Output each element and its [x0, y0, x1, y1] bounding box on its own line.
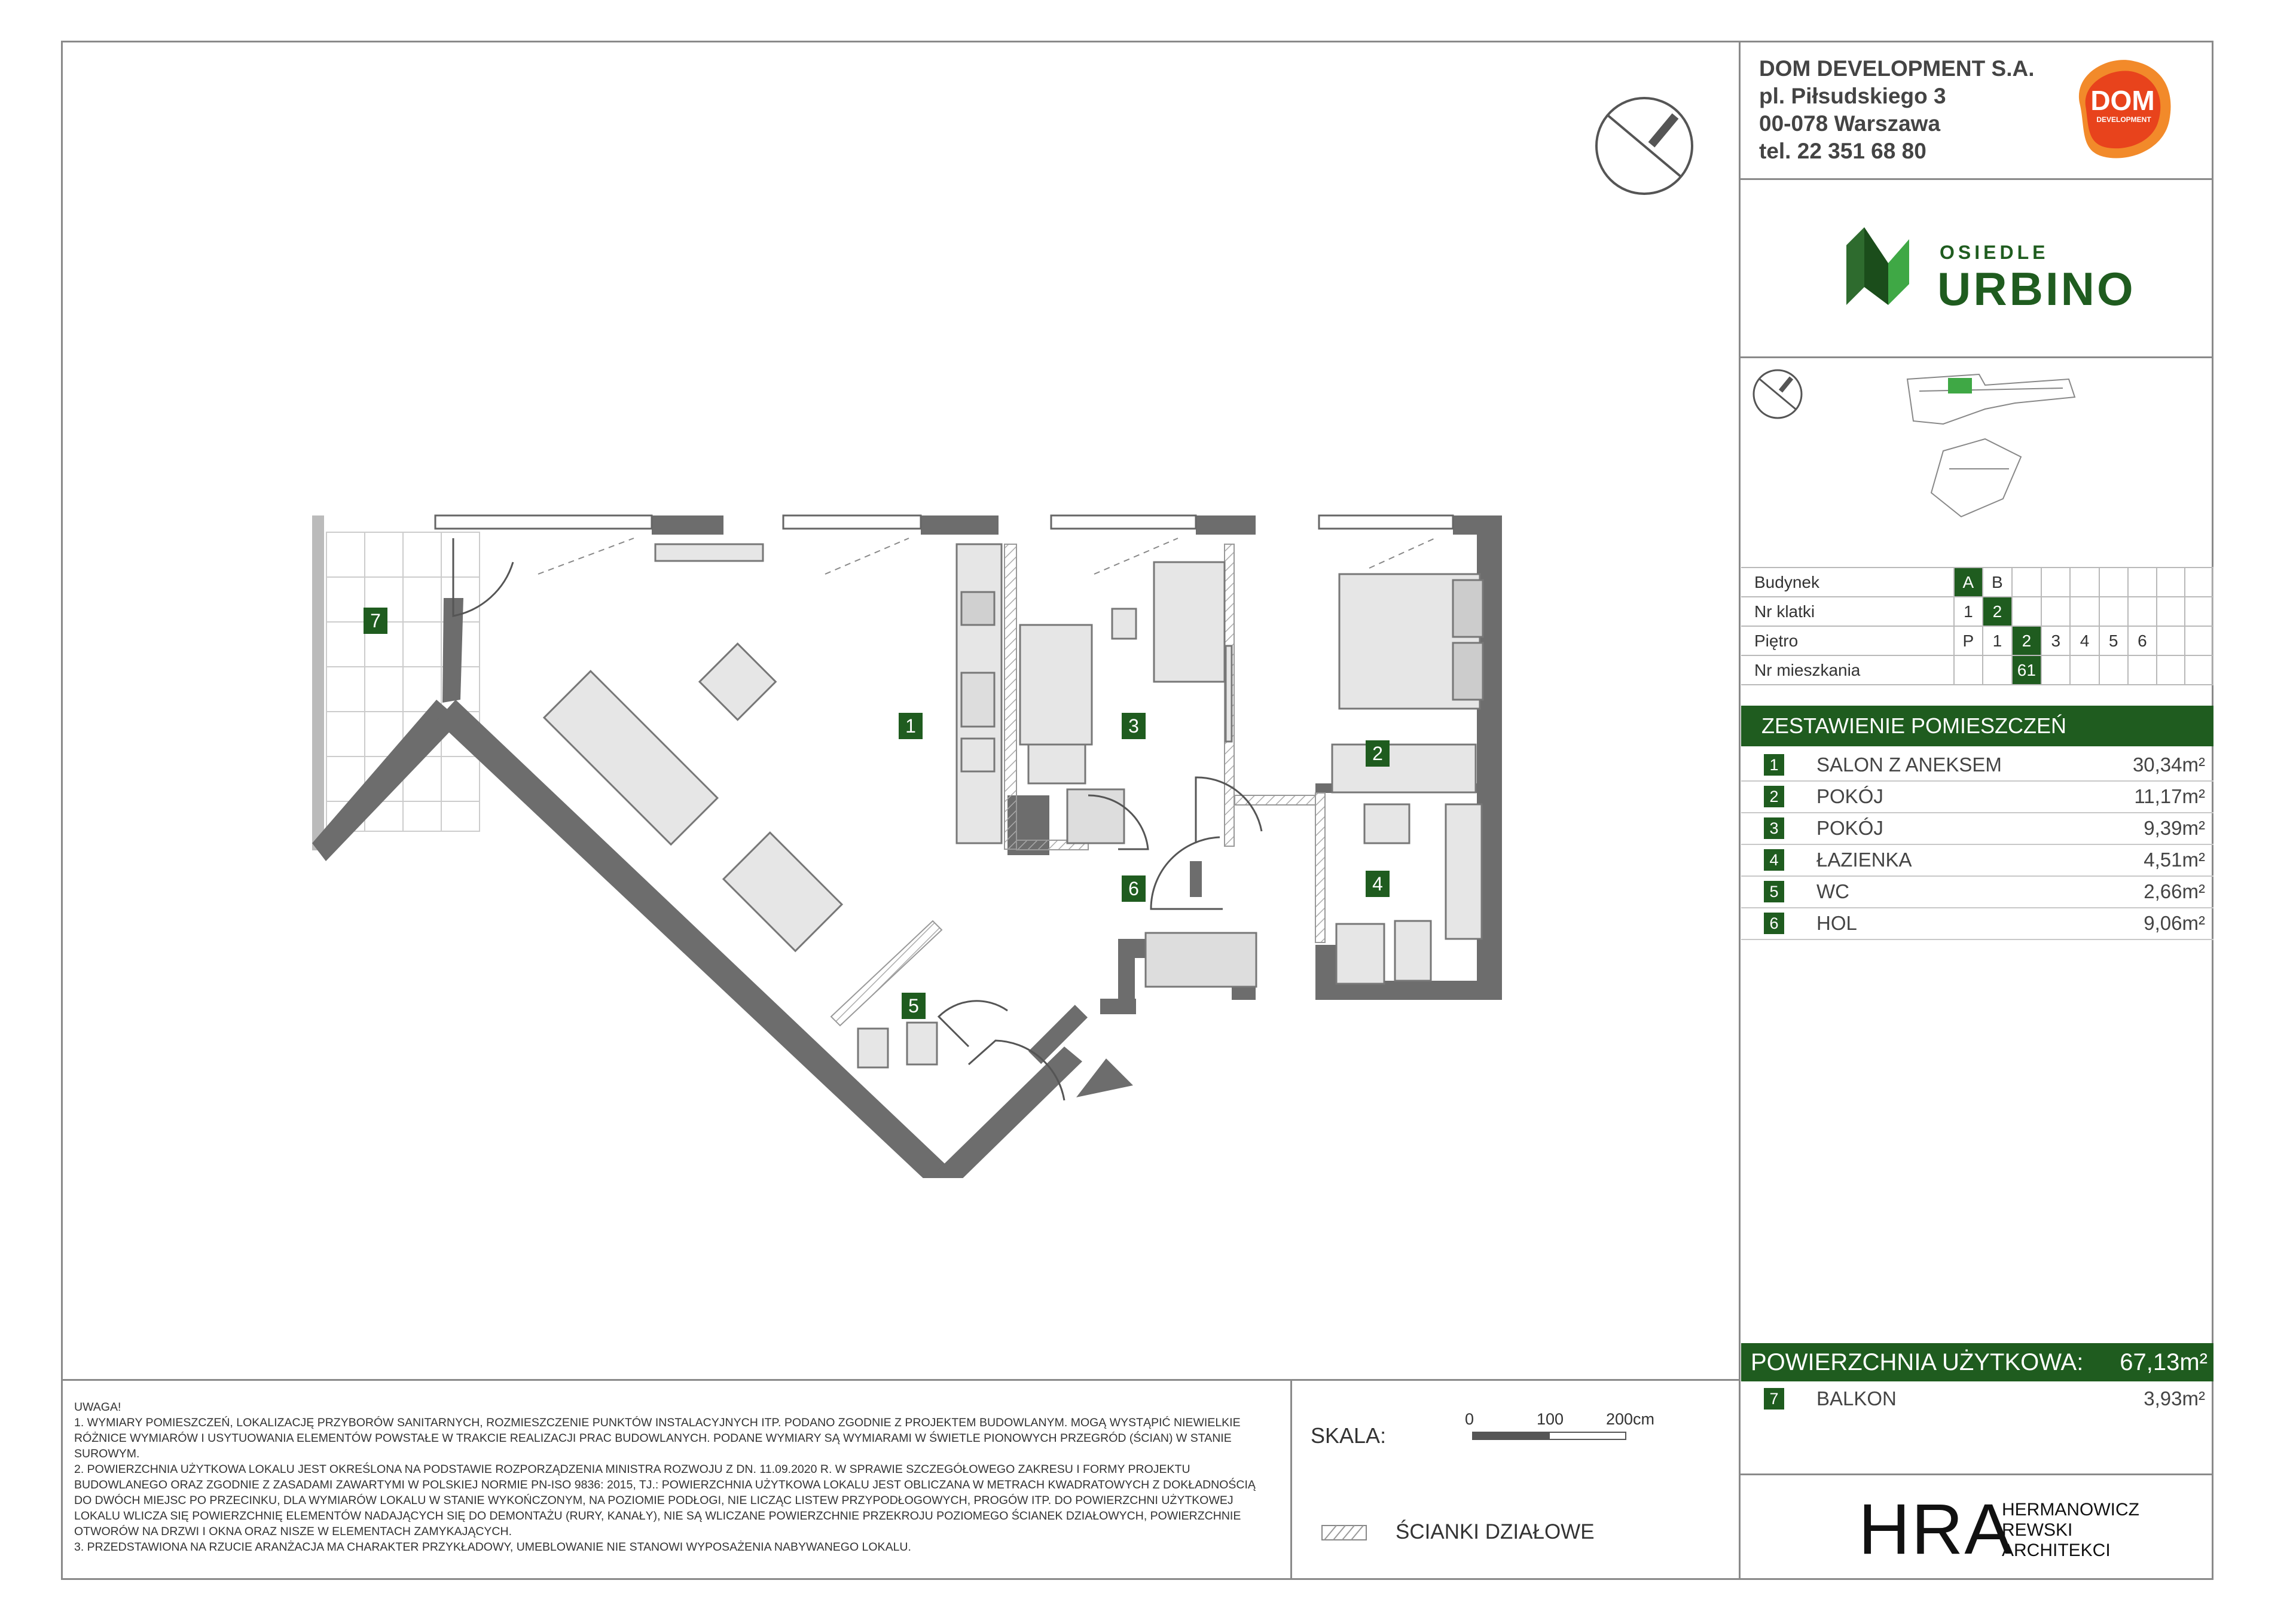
room-name: POKÓJ [1816, 817, 1883, 839]
info-cell [1954, 655, 1983, 685]
total-area-label: POWIERZCHNIA UŻYTKOWA: [1751, 1349, 2084, 1375]
architect-logo: HRA [1858, 1489, 2014, 1569]
balcony-num: 7 [1764, 1388, 1784, 1410]
architect-line1: HERMANOWICZ [2002, 1500, 2139, 1520]
plan-label-1: 1 [899, 713, 923, 739]
info-cell [2157, 568, 2185, 597]
info-row-label: Nr klatki [1741, 597, 1954, 626]
company-phone: tel. 22 351 68 80 [1759, 139, 1926, 163]
divider-header [1739, 178, 2213, 180]
room-num: 4 [1764, 849, 1784, 871]
plan-label-2: 2 [1366, 740, 1390, 767]
info-row [1741, 597, 2213, 626]
plan-label-4: 4 [1366, 871, 1390, 897]
info-cell: 3 [2041, 626, 2070, 655]
info-cell: A [1954, 568, 1983, 597]
legend-hatch-icon [1321, 1525, 1367, 1540]
info-row [1741, 626, 2213, 655]
scale-tick-0: 0 [1465, 1410, 1474, 1428]
room-area: 4,51m² [2144, 849, 2205, 871]
room-area: 9,39m² [2144, 817, 2205, 839]
room-row [1741, 875, 2213, 908]
project-name: URBINO [1937, 263, 2136, 315]
room-name: HOL [1816, 912, 1857, 934]
notes-1: 1. WYMIARY POMIESZCZEŃ, LOKALIZACJĘ PRZYBORÓW SANITARNYCH, ROZMIESZCZENIE PUNKTÓW INSTALACYJNYCH ITP. PODANO ZGODNIE Z PROJEKTEM BUDOWLANYM. MOGĄ WYSTĄPIĆ NIEWIELKIE RÓŻNICE WYMIARÓW I USYTUOWANIA ELEMENTÓW POWSTAŁE W TRAKCIE REALIZACJI PRAC BUDOWLANYCH. PODANE WYMIARY SĄ WYMIARAMI W ŚWIETLE PIONOWYCH PRZEGRÓD (ŚCIAN) W STANIE SUROWYM. [74, 1416, 1241, 1460]
info-cell [2128, 568, 2157, 597]
info-cell: 5 [2099, 626, 2128, 655]
plan-label-6: 6 [1122, 875, 1146, 902]
legend-label: ŚCIANKI DZIAŁOWE [1396, 1520, 1595, 1543]
urbino-logo-mark [1846, 221, 1924, 311]
room-row [1741, 907, 2213, 940]
info-cell [2185, 626, 2213, 655]
balcony-row [1741, 1383, 2213, 1414]
info-cell [2012, 597, 2042, 626]
info-cell: 2 [2012, 626, 2042, 655]
info-cell [2128, 655, 2157, 685]
info-cell [2041, 655, 2070, 685]
room-area: 2,66m² [2144, 880, 2205, 902]
info-cell [2099, 568, 2128, 597]
architect-line2: REWSKI [2002, 1520, 2073, 1540]
room-row [1741, 780, 2213, 813]
rooms-header: ZESTAWIENIE POMIESZCZEŃ [1741, 706, 2213, 746]
info-cell: 61 [2012, 655, 2042, 685]
scale-tick-200: 200cm [1606, 1410, 1655, 1428]
company-city: 00-078 Warszawa [1759, 111, 1941, 136]
room-area: 9,06m² [2144, 912, 2205, 934]
balcony-area: 3,93m² [2144, 1387, 2205, 1410]
info-cell: 1 [1983, 626, 2011, 655]
info-cell [2099, 655, 2128, 685]
logo-text: DOM [2090, 85, 2155, 116]
scale-bar [1472, 1432, 1626, 1440]
notes [74, 1399, 1270, 1555]
room-num: 6 [1764, 913, 1784, 934]
compass-large-icon [1590, 92, 1698, 200]
room-num: 3 [1764, 817, 1784, 839]
balcony-name: BALKON [1816, 1387, 1897, 1410]
total-area-value: 67,13m² [2120, 1349, 2208, 1375]
info-row-label: Piętro [1741, 626, 1954, 655]
notes-3: 3. PRZEDSTAWIONA NA RZUCIE ARANŻACJA MA CHARAKTER PRZYKŁADOWY, UMEBLOWANIE NIE STANOWI WYPOSAŻENIA NABYWANEGO LOKALU. [74, 1540, 911, 1554]
apartment-info-table [1741, 567, 2213, 685]
company-address [1759, 55, 2034, 165]
info-cell [2157, 655, 2185, 685]
info-cell [2099, 597, 2128, 626]
notes-2: 2. POWIERZCHNIA UŻYTKOWA LOKALU JEST OKREŚLONA NA PODSTAWIE ROZPORZĄDZENIA MINISTRA ROZWOJU Z DN. 11.09.2020 R. W SPRAWIE SZCZEGÓŁOWEGO ZAKRESU I FORMY PROJEKTU BUDOWLANEGO ORAZ ZGODNIE Z ZASADAMI ZAWARTYMI W POLSKIEJ NORMIE PN-ISO 9836: 2015, TJ.: POWIERZCHNIA UŻYTKOWA LOKALU JEST OBLICZANA W METRACH KWADRATOWYCH Z DOKŁADNOŚCIĄ DO DWÓCH MIEJSC PO PRZECINKU, DLA WYMIARÓW LOKALU W STANIE WYKOŃCZONYM, NA POZIOMIE PODŁOGI, NIE LICZĄC LISTEW PRZYPODŁOGOWYCH, PROGÓW ITP. DO POWIERZCHNI UŻYTKOWEJ LOKALU WLICZA SIĘ POWIERZCHNIĘ ELEMENTÓW NADAJĄCYCH SIĘ DO DEMONTAŻU (RURY, KANAŁY), NIE SĄ WLICZANE POWIERZCHNIE PRZEKROJU POZIOMEGO ŚCIANEK DZIAŁOWYCH, POWIERZCHNIE OTWORÓW NA DRZWI I OKNA ORAZ NISZE W ELEMENTACH ZAMYKAJĄCYCH. [74, 1463, 1256, 1538]
entrance-arrow-icon [1076, 1058, 1133, 1097]
info-cell: B [1983, 568, 2011, 597]
info-cell: 1 [1954, 597, 1983, 626]
divider-scale [1290, 1379, 1292, 1580]
info-cell [2041, 568, 2070, 597]
info-row [1741, 568, 2213, 597]
scale-tick-100: 100 [1537, 1410, 1564, 1428]
room-name: POKÓJ [1816, 785, 1883, 807]
dom-development-logo [2062, 49, 2181, 169]
info-cell [2070, 597, 2099, 626]
room-row [1741, 749, 2213, 782]
info-cell [2070, 655, 2099, 685]
room-area: 11,17m² [2134, 785, 2205, 807]
info-cell [2128, 597, 2157, 626]
info-cell [2185, 597, 2213, 626]
project-prefix: OSIEDLE [1940, 242, 2049, 263]
info-cell [2157, 626, 2185, 655]
divider-architect [1739, 1473, 2213, 1475]
info-cell [2157, 597, 2185, 626]
compass-small-icon [1751, 367, 1805, 421]
plan-label-3: 3 [1122, 713, 1146, 739]
architect-name [2002, 1500, 2139, 1561]
company-street: pl. Piłsudskiego 3 [1759, 84, 1946, 108]
info-row [1741, 655, 2213, 685]
info-cell [2012, 568, 2042, 597]
info-row-label: Budynek [1741, 568, 1954, 597]
info-cell [2041, 597, 2070, 626]
plan-label-7: 7 [364, 608, 387, 634]
architect-line3: ARCHITEKCI [2002, 1540, 2111, 1560]
room-name: WC [1816, 880, 1849, 902]
room-name: ŁAZIENKA [1816, 849, 1912, 871]
info-cell [1983, 655, 2011, 685]
room-name: SALON Z ANEKSEM [1816, 753, 2002, 776]
info-row-label: Nr mieszkania [1741, 655, 1954, 685]
sidebar-divider [1739, 41, 1741, 1580]
room-num: 5 [1764, 881, 1784, 902]
info-cell [2070, 568, 2099, 597]
notes-title: UWAGA! [74, 1401, 121, 1414]
divider-notes [61, 1379, 1739, 1381]
info-cell [2185, 568, 2213, 597]
room-area: 30,34m² [2132, 753, 2205, 776]
divider-logo [1739, 356, 2213, 358]
logo-subtext: DEVELOPMENT [2096, 115, 2151, 124]
room-num: 1 [1764, 754, 1784, 776]
room-row [1741, 812, 2213, 845]
info-cell: 2 [1983, 597, 2011, 626]
total-area-bar [1741, 1343, 2213, 1381]
info-cell: 4 [2070, 626, 2099, 655]
site-plan-thumbnail [1895, 367, 2087, 529]
info-cell: 6 [2128, 626, 2157, 655]
scale-label: SKALA: [1311, 1423, 1387, 1448]
company-name: DOM DEVELOPMENT S.A. [1759, 56, 2035, 81]
floor-plan [299, 502, 1555, 1178]
plan-label-5: 5 [902, 993, 926, 1019]
info-cell: P [1954, 626, 1983, 655]
info-cell [2185, 655, 2213, 685]
room-num: 2 [1764, 786, 1784, 807]
room-row [1741, 844, 2213, 877]
